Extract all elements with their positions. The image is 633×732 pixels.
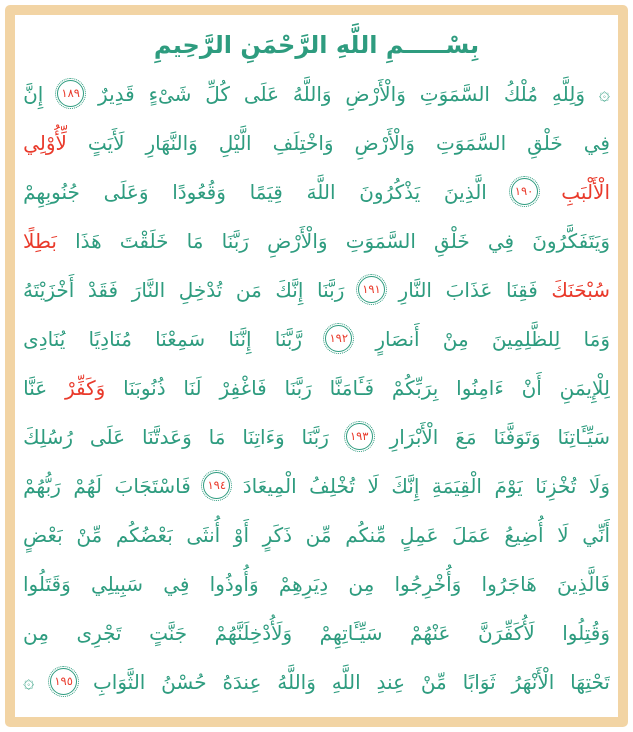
highlighted-word: سُبْحَنَكَ — [551, 277, 610, 302]
verse-word: تَحْتِهَا — [570, 669, 610, 694]
verse-word: مِّنْ — [76, 522, 103, 547]
quran-line — [23, 314, 610, 363]
verse-number-badge: ١٩٣ — [346, 423, 373, 450]
verse-word: لَا — [557, 522, 569, 547]
verse-word: عَمِلٍ — [399, 522, 439, 547]
verse-word: فِي — [487, 228, 515, 253]
verse-word: وَقُتِلُوا — [562, 620, 610, 645]
verse-word: فَالَّذِينَ — [556, 571, 610, 596]
verse-word: الْأَبْرَارِ — [389, 424, 439, 449]
verse-word: لَنَا — [183, 375, 202, 400]
verse-word: فِي — [163, 571, 190, 596]
verse-word: الْمِيعَادَ — [242, 473, 297, 498]
verse-word: أَوْ — [233, 522, 249, 547]
verse-word: تُخْلِفُ — [309, 473, 355, 498]
verse-word: حُسْنُ — [161, 669, 207, 694]
verse-word: رَبَّنَا — [221, 228, 249, 253]
verse-word: بَعْضُكُم — [115, 522, 173, 547]
quran-line — [23, 608, 610, 657]
verse-word: إِنَّكَ — [391, 473, 420, 498]
quran-line — [23, 559, 610, 608]
quran-line — [23, 167, 610, 216]
verse-word: مِّن — [305, 522, 332, 547]
verse-word: مَعَ — [455, 424, 477, 449]
verse-word: رَبَّنَا — [301, 424, 329, 449]
verse-word: وَتَوَفَّنَا — [493, 424, 541, 449]
highlighted-word: وَكَفِّرْ — [64, 375, 106, 400]
verse-word: هَاجَرُوا — [481, 571, 537, 596]
verse-word: سَمِعْنَا — [155, 326, 206, 351]
verse-word: وَاللَّهُ — [292, 81, 332, 106]
verse-number-badge: ١٩٢ — [325, 325, 352, 352]
verse-number-badge: ١٨٩ — [57, 80, 84, 107]
highlighted-word: بَطِلًا — [23, 228, 57, 253]
verse-word: وَلِلَّهِ — [551, 81, 585, 106]
verse-word: عَلَى — [243, 81, 280, 106]
verse-word: دِيَرِهِمْ — [278, 571, 329, 596]
verse-word: عِندَهُ — [222, 669, 262, 694]
verse-word: وَالْأَرْضِ — [354, 130, 415, 155]
verse-word: جَنَّتٍ — [149, 620, 188, 645]
verse-word: تُدْخِلِ — [178, 277, 223, 302]
verse-word: سَبِيلِي — [90, 571, 144, 596]
verse-word: خَلْقِ — [434, 228, 470, 253]
quran-line — [23, 118, 610, 167]
verse-word: الَّيْلِ — [218, 130, 252, 155]
verse-word: ذُنُوبَنَا — [123, 375, 166, 400]
verse-word: وَقَتَلُوا — [23, 571, 71, 596]
verse-word: وَلَأُدْخِلَنَّهُمْ — [214, 620, 293, 645]
quran-line — [23, 216, 610, 265]
verse-word: وَأُخْرِجُوا — [394, 571, 462, 596]
verse-word: ءَامِنُوا — [456, 375, 504, 400]
verse-word: فَقَدْ — [87, 277, 119, 302]
verse-word: وَعَدتَّنَا — [141, 424, 192, 449]
verse-word: اللَّهِ — [331, 669, 361, 694]
verse-word: مُلْكُ — [503, 81, 539, 106]
verse-word: النَّارِ — [398, 277, 432, 302]
verse-word: الثَّوَابِ — [92, 669, 146, 694]
verse-word: وَالنَّهَارِ — [145, 130, 198, 155]
verse-word: فِي — [583, 130, 610, 155]
verse-word: وَاللَّهُ — [277, 669, 316, 694]
verse-word: شَىْءٍ — [148, 81, 192, 106]
quran-line — [23, 265, 610, 314]
verse-word: عِندِ — [376, 669, 405, 694]
verse-word: رَبَّنَا — [317, 277, 345, 302]
verse-word: السَّمَوَتِ — [435, 130, 507, 155]
verse-word: لَهُمْ — [73, 473, 102, 498]
verse-word: فَاغْفِرْ — [219, 375, 267, 400]
verse-number-badge: ١٩٥ — [50, 668, 77, 695]
verse-word: خَلَقْتَ — [119, 228, 169, 253]
highlighted-word: الْأَلْبَبِ — [561, 179, 610, 204]
verse-word: أُنثَى — [186, 522, 221, 547]
verse-word: وَءَاتِنَا — [242, 424, 285, 449]
verse-word: وَلَا — [588, 473, 610, 498]
verse-word: رُسُلِكَ — [23, 424, 74, 449]
verse-word: فَاسْتَجَابَ — [114, 473, 191, 498]
verse-word: إِنَّ — [23, 81, 44, 106]
verse-word: يَذْكُرُونَ — [359, 179, 421, 204]
quran-line — [23, 69, 610, 118]
verse-word: قَدِيرٌ — [98, 81, 135, 106]
rub-el-hizb-ornament-icon: ۞ — [598, 82, 610, 105]
verse-word: عَمَلَ — [452, 522, 491, 547]
verse-word: وَيَتَفَكَّرُونَ — [532, 228, 610, 253]
verse-word: مِنْ — [442, 326, 469, 351]
verse-word: رَّبَّنَا — [274, 326, 303, 351]
verse-word: قِيَمًا — [249, 179, 283, 204]
verse-word: سَيِّـَٔاتِهِمْ — [319, 620, 383, 645]
verse-word: لَأَيَتٍ — [87, 130, 125, 155]
verse-word: عَلَى — [89, 424, 126, 449]
verse-word: أُضِيعُ — [504, 522, 544, 547]
verse-word: الْقِيَمَةِ — [431, 473, 482, 498]
verse-word: مَا — [186, 228, 204, 253]
rub-el-hizb-ornament-icon: ۞ — [23, 670, 35, 693]
verse-word: إِنَّكَ — [275, 277, 304, 302]
verse-word: مِّنْ — [420, 669, 447, 694]
verse-word: كُلِّ — [205, 81, 230, 106]
verse-word: أَنصَارٍ — [375, 326, 420, 351]
verse-word: بِرَبِّكُمْ — [391, 375, 439, 400]
verse-number-badge: ١٩٠ — [511, 178, 538, 205]
verse-number-badge: ١٩١ — [358, 276, 385, 303]
quran-line — [23, 412, 610, 461]
verse-word: لَا — [367, 473, 379, 498]
verse-word: رَبُّهُمْ — [23, 473, 61, 498]
verse-word: وَمَا — [583, 326, 610, 351]
bismillah-header: بِسْـــــمِ اللَّهِ الرَّحْمَنِ الرَّحِيمِ — [153, 31, 480, 59]
verse-word: فَقِنَا — [506, 277, 538, 302]
verse-word: تَجْرِى — [76, 620, 122, 645]
verse-word: تُخْزِنَا — [535, 473, 577, 498]
highlighted-word: لِّأُوْلِي — [23, 130, 67, 155]
verse-word: وَاخْتِلَفِ — [272, 130, 334, 155]
verse-word: سَيِّـَٔاتِنَا — [557, 424, 610, 449]
verse-word: خَلْقِ — [527, 130, 563, 155]
verse-word: يَوْمَ — [494, 473, 523, 498]
verse-word: رَبَّنَا — [284, 375, 312, 400]
verse-word: الَّذِينَ — [443, 179, 487, 204]
verse-word: وَقُعُودًا — [172, 179, 226, 204]
verse-word: عَنَّا — [23, 375, 48, 400]
verse-word: السَّمَوَتِ — [419, 81, 490, 106]
mushaf-page-frame — [5, 5, 628, 727]
verse-word: لِلْإِيمَنِ — [559, 375, 610, 400]
verse-word: ثَوَابًا — [462, 669, 496, 694]
verse-word: السَّمَوَتِ — [345, 228, 416, 253]
verse-word: وَالْأَرْضِ — [345, 81, 406, 106]
verse-word: مِّنكُم — [345, 522, 387, 547]
verse-word: اللَّهَ — [306, 179, 336, 204]
verse-word: النَّارَ — [131, 277, 166, 302]
quran-line — [23, 363, 610, 412]
verse-word: مِن — [348, 571, 375, 596]
verse-word: وَالْأَرْضِ — [267, 228, 328, 253]
quran-line — [23, 510, 610, 559]
verse-word: مَا — [208, 424, 226, 449]
verse-word: مِن — [23, 620, 49, 645]
verse-word: جُنُوبِهِمْ — [23, 179, 80, 204]
verse-word: وَأُوذُوا — [209, 571, 259, 596]
verse-word: ذَكَرٍ — [262, 522, 293, 547]
verse-word: هَذَا — [75, 228, 102, 253]
verse-word: لِلظَّلِمِينَ — [491, 326, 561, 351]
verse-word: لَأُكَفِّرَنَّ — [477, 620, 535, 645]
verse-word: مُنَادِيًا — [88, 326, 132, 351]
verse-word: مَن — [235, 277, 262, 302]
verse-word: فَـَٔامَنَّا — [329, 375, 375, 400]
verse-number-badge: ١٩٤ — [203, 472, 230, 499]
verse-word: بَعْضٍ — [23, 522, 63, 547]
verse-word: أَنِّي — [582, 522, 610, 547]
verse-word: إِنَّنَا — [228, 326, 252, 351]
verse-word: عَذَابَ — [445, 277, 493, 302]
verse-word: الْأَنْهَرُ — [511, 669, 555, 694]
verse-word: وَعَلَى — [103, 179, 149, 204]
quran-line — [23, 461, 610, 510]
verse-word: يُنَادِى — [23, 326, 66, 351]
quran-lines — [23, 69, 610, 706]
verse-word: عَنْهُمْ — [409, 620, 451, 645]
verse-word: أَخْزَيْتَهُ — [23, 277, 75, 302]
verse-word: أَنْ — [521, 375, 542, 400]
quran-line — [23, 657, 610, 706]
